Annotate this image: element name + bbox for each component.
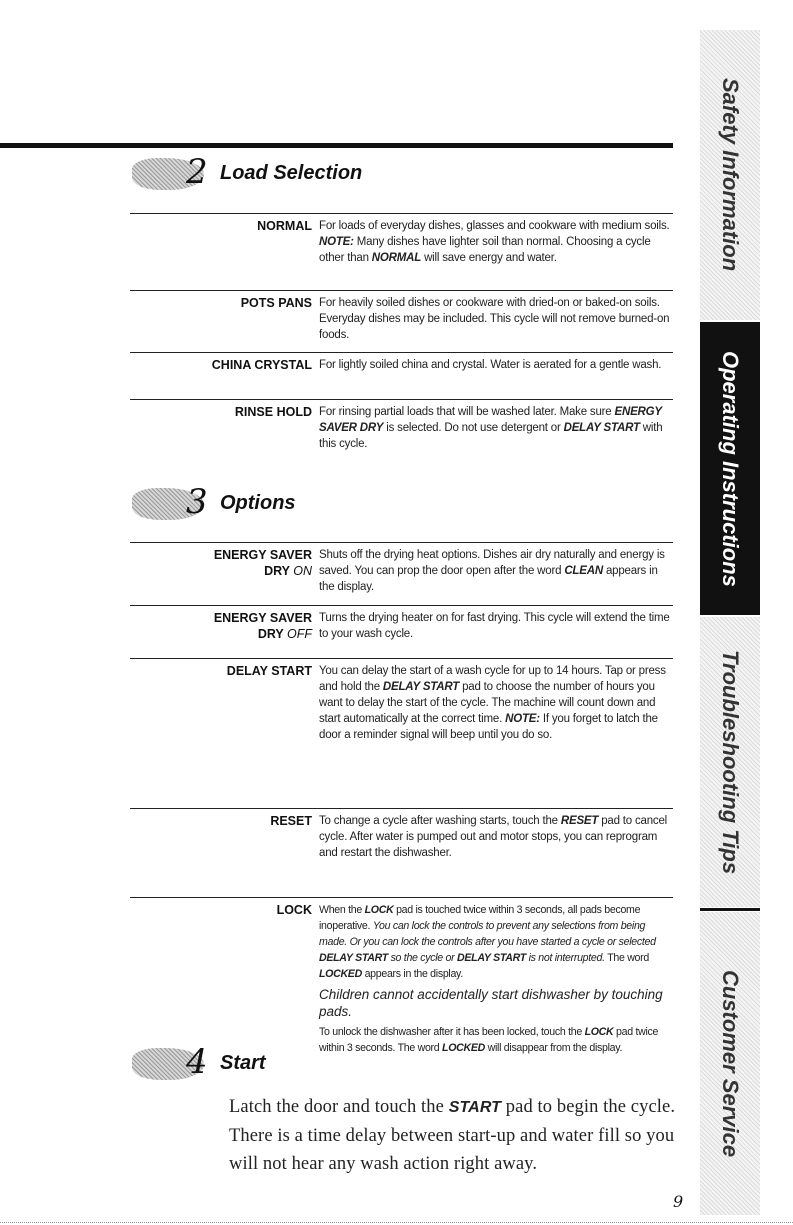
term: POTS PANS	[240, 296, 312, 310]
start-paragraph: Latch the door and touch the START pad to begin the cycle. There is a time delay between start-up and water fill so you will not hear any wash action right away.	[229, 1097, 676, 1174]
definition: For rinsing partial loads that will be washed later. Make sure ENERGY SAVER DRY is selected. Do not use detergent or DELAY START with this cycle.	[319, 406, 663, 450]
load-selection-list	[130, 213, 673, 456]
step-number: 2	[186, 152, 208, 192]
tab-label: Customer Service	[718, 969, 743, 1158]
cycle-rinse-hold	[130, 399, 673, 456]
tab-safety-information[interactable]	[700, 30, 760, 320]
term: ENERGY SAVER DRY ON	[213, 548, 312, 578]
start-header	[132, 1040, 266, 1086]
load-selection-header	[132, 150, 362, 196]
tab-label: Troubleshooting Tips	[718, 649, 743, 875]
step-badge	[132, 480, 212, 526]
step-number: 3	[186, 482, 208, 522]
tab-divider	[700, 908, 760, 911]
definition: You can delay the start of a wash cycle for up to 14 hours. Tap or press and hold the DELAY START pad to choose the number of hours you want to delay the start of the cycle. The machine will count down and start automatically at the correct time. NOTE: If you forget to latch the door a reminder signal will beep until you do so.	[319, 665, 666, 741]
definition: For heavily soiled dishes or cookware with dried-on or baked-on soils. Everyday dishes may be included. This cycle will not remove burned-on foods.	[319, 297, 670, 341]
section-title: Load Selection	[220, 161, 363, 184]
cycle-normal	[130, 213, 673, 290]
term: DELAY START	[226, 664, 312, 678]
step-badge	[132, 150, 212, 196]
caution-text: Children cannot accidentally start dishwasher by touching pads.	[319, 987, 663, 1019]
term: LOCK	[276, 903, 312, 917]
bottom-edge	[0, 1222, 793, 1223]
definition: Shuts off the drying heat options. Dishes air dry naturally and energy is saved. You can prop the door open after the word CLEAN appears in the display.	[319, 549, 665, 593]
option-energy-saver-dry-off	[130, 605, 673, 658]
page-number: 9	[673, 1192, 684, 1211]
definition: Turns the drying heater on for fast drying. This cycle will extend the time to your wash cycle.	[319, 612, 670, 640]
term: RESET	[270, 814, 312, 828]
section-title: Options	[220, 491, 296, 514]
option-energy-saver-dry-on	[130, 542, 673, 605]
tab-label: Safety Information	[718, 78, 743, 272]
tab-operating-instructions[interactable]	[700, 322, 760, 615]
cycle-pots-pans	[130, 290, 673, 352]
top-rule	[0, 143, 673, 148]
tab-label: Operating Instructions	[718, 350, 743, 587]
term: RINSE HOLD	[234, 405, 312, 419]
option-delay-start	[130, 658, 673, 808]
step-number: 4	[186, 1042, 208, 1082]
definition	[319, 902, 673, 1092]
definition: For lightly soiled china and crystal. Water is aerated for a gentle wash.	[319, 359, 662, 371]
options-header	[132, 480, 296, 526]
side-tab-strip	[700, 30, 760, 1215]
term: NORMAL	[257, 219, 312, 233]
section-title: Start	[220, 1051, 266, 1074]
tab-customer-service[interactable]	[700, 912, 760, 1215]
definition: To change a cycle after washing starts, touch the RESET pad to cancel cycle. After water is pumped out and motor stops, you can reprogram and restart the dishwasher.	[319, 815, 668, 859]
term: CHINA CRYSTAL	[211, 358, 312, 372]
options-list	[130, 542, 673, 1092]
step-badge	[132, 1040, 212, 1086]
lock-paragraph: When the LOCK pad is touched twice within 3 seconds, all pads become inoperative. You can lock the controls to prevent any selections from being made. Or you can lock the controls after you have started a cycle or selected DELAY START so the cycle or DELAY START is not interrupted. The word LOCKED appears in the display.	[319, 904, 656, 980]
term: ENERGY SAVER DRY OFF	[213, 611, 312, 641]
definition: For loads of everyday dishes, glasses and cookware with medium soils. NOTE: Many dishes have lighter soil than normal. Choosing a cycle other than NORMAL will save energy and water.	[319, 220, 670, 264]
tab-troubleshooting-tips[interactable]	[700, 617, 760, 907]
cycle-china-crystal	[130, 352, 673, 399]
option-reset	[130, 808, 673, 897]
unlock-paragraph: To unlock the dishwasher after it has been locked, touch the LOCK pad twice within 3 seconds. The word LOCKED will disappear from the display.	[319, 1026, 659, 1054]
